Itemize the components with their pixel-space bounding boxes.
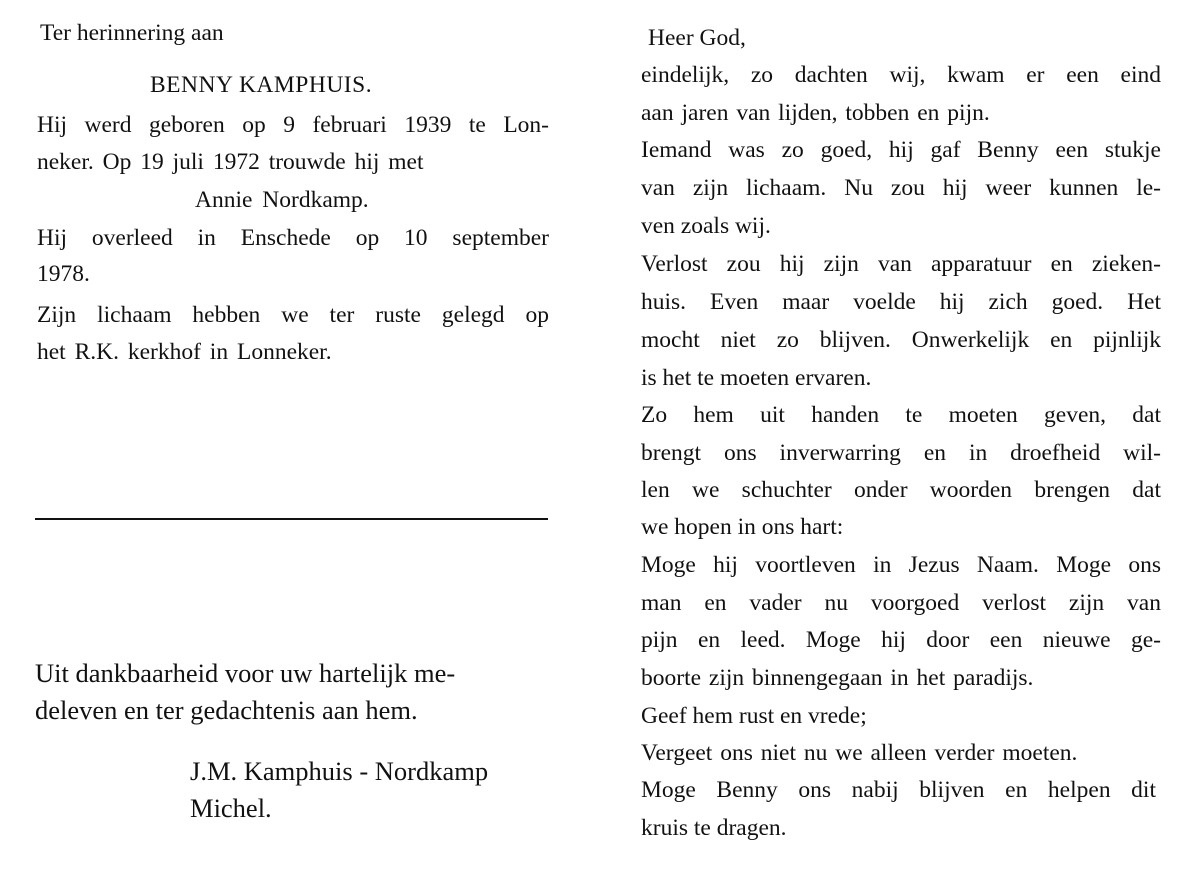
prayer-line: Verlost zou hij zijn van apparatuur en zieken- (641, 251, 1161, 277)
prayer-line: len we schuchter onder woorden brengen dat (641, 477, 1161, 503)
signature-line: J.M. Kamphuis - Nordkamp (190, 756, 489, 786)
prayer-line: we hopen in ons hart: (641, 514, 844, 540)
prayer-line: aan jaren van lijden, tobben en pijn. (641, 100, 990, 126)
text-line: het R.K. kerkhof in Lonneker. (37, 339, 332, 365)
prayer-line: Moge Benny ons nabij blijven en helpen dit (641, 777, 1156, 803)
prayer-line: brengt ons inverwarring en in droefheid wil- (641, 440, 1161, 466)
prayer-line: Vergeet ons niet nu we alleen verder moeten. (641, 740, 1078, 766)
prayer-line: huis. Even maar voelde hij zich goed. Het (641, 289, 1161, 315)
prayer-line: kruis te dragen. (641, 815, 787, 841)
deceased-name: BENNY KAMPHUIS. (150, 72, 373, 98)
text-line: 1978. (37, 261, 90, 287)
prayer-line: is het te moeten ervaren. (641, 365, 872, 391)
prayer-line: ven zoals wij. (641, 213, 771, 239)
heading: Ter herinnering aan (40, 20, 224, 46)
thanks-line: Uit dankbaarheid voor uw hartelijk me- (35, 658, 456, 688)
prayer-line: Heer God, (648, 25, 746, 51)
text-line: neker. Op 19 juli 1972 trouwde hij met (37, 149, 424, 175)
prayer-line: van zijn lichaam. Nu zou hij weer kunnen le- (641, 175, 1161, 201)
prayer-line: pijn en leed. Moge hij door een nieuwe ge- (641, 627, 1161, 653)
text-line: Hij werd geboren op 9 februari 1939 te Lon- (37, 112, 549, 138)
signature-line: Michel. (190, 793, 272, 823)
text-line: Zijn lichaam hebben we ter ruste gelegd op (37, 302, 549, 328)
prayer-line: Geef hem rust en vrede; (641, 703, 867, 729)
thanks-line: deleven en ter gedachtenis aan hem. (35, 695, 418, 725)
prayer-line: Zo hem uit handen te moeten geven, dat (641, 402, 1161, 428)
prayer-line: Moge hij voortleven in Jezus Naam. Moge ons (641, 552, 1161, 578)
prayer-line: mocht niet zo blijven. Onwerkelijk en pijnlijk (641, 327, 1161, 353)
divider-line (35, 518, 548, 520)
prayer-line: boorte zijn binnengegaan in het paradijs. (641, 665, 1034, 691)
prayer-line: man en vader nu voorgoed verlost zijn van (641, 590, 1161, 616)
text-line: Hij overleed in Enschede op 10 september (37, 225, 549, 251)
spouse-name: Annie Nordkamp. (195, 187, 369, 213)
prayer-line: Iemand was zo goed, hij gaf Benny een stukje (641, 137, 1161, 163)
prayer-line: eindelijk, zo dachten wij, kwam er een eind (641, 62, 1161, 88)
